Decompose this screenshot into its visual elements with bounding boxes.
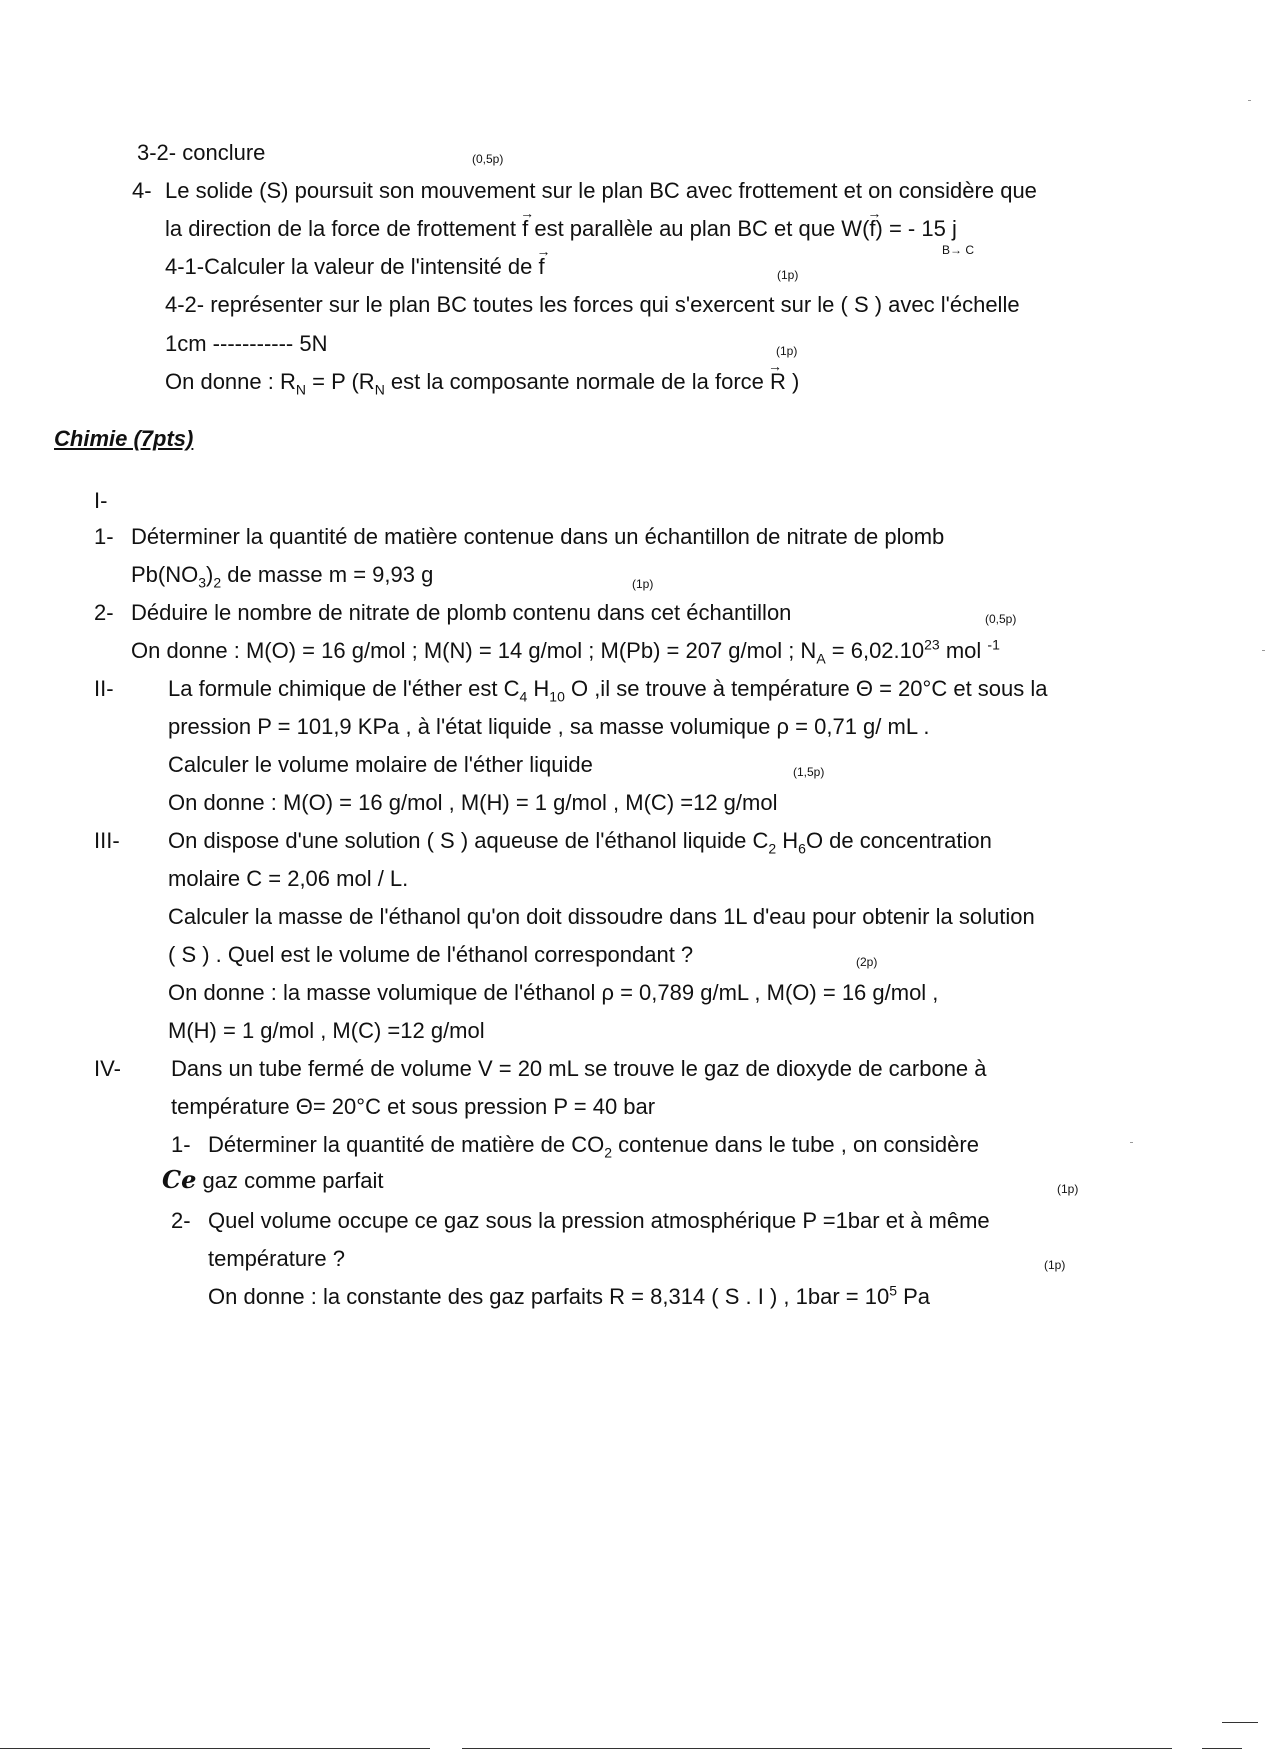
part4-q2-line1: Quel volume occupe ce gaz sous la pression atmosphérique P =1bar et à même — [208, 1208, 990, 1233]
q42-line1: 4-2- représenter sur le plan BC toutes les forces qui s'exercent sur le ( S ) avec l'échelle — [165, 292, 1020, 317]
part3-given2: M(H) = 1 g/mol , M(C) =12 g/mol — [168, 1018, 485, 1043]
vector-arrow-icon: → — [768, 358, 783, 374]
part1-q1-line1: Déterminer la quantité de matière contenue dans un échantillon de nitrate de plomb — [131, 524, 945, 549]
vector-f-work: → f — [867, 205, 882, 241]
part1-q2-number: 2- — [94, 600, 114, 625]
part3-line3: Calculer la masse de l'éthanol qu'on doit dissoudre dans 1L d'eau pour obtenir la solution — [168, 904, 1035, 929]
part4-q1-points: (1p) — [1057, 1182, 1079, 1196]
part4-line2: température Θ= 20°C et sous pression P = 40 bar — [171, 1094, 656, 1119]
part2-given: On donne : M(O) = 16 g/mol , M(H) = 1 g/mol , M(C) =12 g/mol — [168, 790, 778, 815]
part4-label: IV- — [94, 1056, 121, 1081]
part4-q2-line2: température ? — [208, 1246, 345, 1271]
part2-line3: Calculer le volume molaire de l'éther liquide — [168, 752, 593, 777]
part4-q1-line2: Ce gaz comme parfait — [162, 1165, 384, 1194]
part1-q1-points: (1p) — [632, 577, 654, 591]
bottom-rule — [1222, 1722, 1258, 1723]
q4-line1: Le solide (S) poursuit son mouvement sur le plan BC avec frottement et on considère que — [165, 178, 1037, 203]
part3-points: (2p) — [856, 955, 878, 969]
q41-points: (1p) — [777, 268, 799, 282]
vector-arrow-icon: → — [520, 205, 535, 221]
bottom-rule — [1202, 1748, 1242, 1749]
vector-f: → f — [520, 205, 535, 241]
physics-given: On donne : $R_N = P$ ($R_N$ est la composante normale de la force → R ) — [165, 358, 800, 398]
vector-R: → R — [768, 358, 786, 394]
q4-line2: la direction de la force de frottement → f est parallèle au plan BC et que W( → f) = - 15 j — [165, 205, 957, 241]
part4-line1: Dans un tube fermé de volume V = 20 mL se trouve le gaz de dioxyde de carbone à — [171, 1056, 987, 1081]
part1-given: On donne : M(O) = 16 g/mol ; M(N) = 14 g/mol ; M(Pb) = 207 g/mol ; $N_A = 6,02.10^{23}$ mol $^{-1}$ — [131, 636, 1000, 667]
q32-points: (0,5p) — [472, 152, 504, 166]
part3-given1: On donne : la masse volumique de l'éthanol ρ = 0,789 g/mL , M(O) = 16 g/mol , — [168, 980, 939, 1005]
part4-q1-line1: Déterminer la quantité de matière de $CO_2$ contenue dans le tube , on considère — [208, 1132, 979, 1161]
vector-f: → f — [536, 243, 551, 279]
handwritten-ce: Ce — [162, 1165, 197, 1194]
scan-mark — [1262, 650, 1265, 651]
work-subscript: B→ C — [942, 243, 975, 257]
part4-q2-number: 2- — [171, 1208, 191, 1233]
part3-label: III- — [94, 828, 120, 853]
part2-line1: La formule chimique de l'éther est $C_4$ $H_{10}$ O ,il se trouve à température Θ = 20°C et sous la — [168, 676, 1048, 705]
bottom-rule — [462, 1748, 1172, 1749]
part4-q1-number: 1- — [171, 1132, 191, 1157]
q4-number: 4- — [132, 178, 152, 203]
part1-q2-text: Déduire le nombre de nitrate de plomb contenu dans cet échantillon — [131, 600, 792, 625]
part2-label: II- — [94, 676, 114, 701]
q32-label: 3-2- conclure — [137, 140, 266, 165]
part2-line2: pression P = 101,9 KPa , à l'état liquide , sa masse volumique ρ = 0,71 g/ mL . — [168, 714, 930, 739]
part1-label: I- — [94, 488, 108, 513]
part1-q1-number: 1- — [94, 524, 114, 549]
bottom-rule — [0, 1748, 430, 1749]
q42-line2: 1cm ----------- 5N — [165, 331, 328, 356]
part3-line1: On dispose d'une solution ( S ) aqueuse de l'éthanol liquide $C_2$ $H_6O$ de concentration — [168, 828, 992, 857]
scan-mark — [1248, 100, 1251, 101]
part3-line2: molaire C = 2,06 mol / L. — [168, 866, 409, 891]
part2-points: (1,5p) — [793, 765, 825, 779]
part4-given: On donne : la constante des gaz parfaits R = 8,314 ( S . I ) , $1bar = 10^5$ Pa — [208, 1282, 931, 1309]
vector-arrow-icon: → — [867, 205, 882, 221]
q41-text: 4-1-Calculer la valeur de l'intensité de → f — [165, 243, 551, 279]
scan-mark — [1130, 1142, 1133, 1143]
part1-q2-points: (0,5p) — [985, 612, 1017, 626]
vector-arrow-icon: → — [536, 243, 551, 259]
chemistry-title: Chimie (7pts) — [54, 426, 194, 451]
part3-line4: ( S ) . Quel est le volume de l'éthanol correspondant ? — [168, 942, 694, 967]
part1-q1-line2: $Pb(NO_3)_2$ de masse m = 9,93 g — [131, 562, 434, 591]
part4-q2-points: (1p) — [1044, 1258, 1066, 1272]
q42-points: (1p) — [776, 344, 798, 358]
